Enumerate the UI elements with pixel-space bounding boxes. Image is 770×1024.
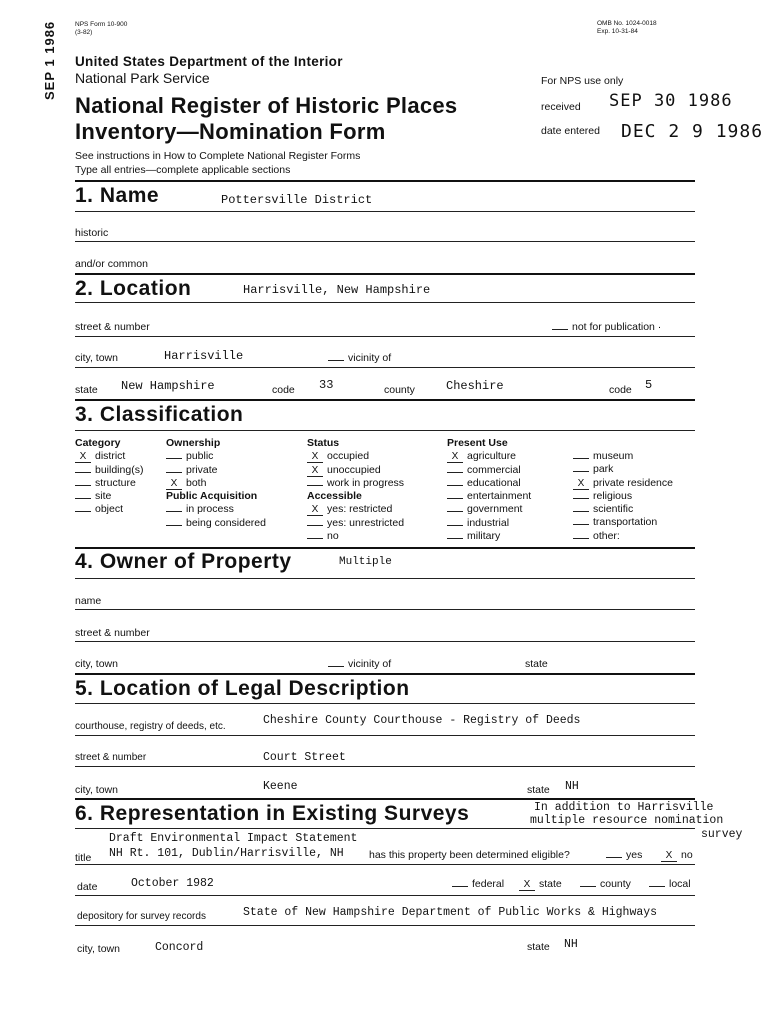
level-federal	[452, 878, 504, 890]
eligible-yes	[606, 849, 642, 861]
acquisition-list	[166, 503, 266, 530]
rule	[75, 703, 695, 704]
rule	[75, 641, 695, 642]
level-county	[580, 878, 631, 890]
owner-value: Multiple	[339, 556, 392, 568]
owner-street-label: street & number	[75, 627, 150, 639]
depository-state: NH	[564, 938, 578, 951]
checkbox[interactable]	[573, 450, 589, 459]
received-stamp: SEP 30 1986	[609, 91, 733, 111]
expiration: Exp. 10-31-84	[597, 28, 638, 35]
nps-use-label: For NPS use only	[541, 75, 624, 87]
survey-note-2: multiple resource nomination	[530, 814, 724, 827]
survey-date: October 1982	[131, 877, 214, 890]
side-date-stamp: SEP 1 1986	[42, 20, 57, 100]
legal-street-value: Court Street	[263, 751, 346, 764]
checkbox-row	[573, 450, 673, 463]
rule	[75, 609, 695, 610]
checkbox-row	[307, 530, 404, 543]
checkbox-checked[interactable]: X	[307, 453, 323, 463]
checkbox-checked[interactable]: X	[519, 881, 535, 891]
checkbox-row	[75, 450, 143, 463]
vicinity-label: vicinity of	[348, 352, 392, 364]
entered-stamp: DEC 2 9 1986	[621, 121, 764, 142]
rule	[75, 925, 695, 926]
checkbox-row	[166, 503, 266, 516]
federal-label: federal	[472, 878, 505, 890]
checkbox-row	[573, 490, 673, 503]
section-6-title: 6. Representation in Existing Surveys	[75, 802, 470, 825]
checkbox-row	[307, 503, 404, 516]
rule	[75, 673, 695, 675]
omb-number: OMB No. 1024-0018	[597, 20, 657, 27]
state-value: New Hampshire	[121, 379, 215, 393]
checkbox[interactable]	[552, 321, 568, 330]
checkbox-row	[166, 517, 266, 530]
checkbox-row	[166, 464, 266, 477]
checkbox-row	[75, 464, 143, 477]
checkbox-label: private residence	[593, 476, 673, 489]
checkbox[interactable]	[573, 463, 589, 472]
checkbox-row	[447, 477, 531, 490]
checkbox-label: in process	[186, 503, 234, 516]
checkbox-label: park	[593, 463, 614, 476]
checkbox-label: religious	[593, 489, 633, 502]
checkbox-label: transportation	[593, 516, 658, 529]
depository-value: State of New Hampshire Department of Public Works & Highways	[243, 906, 658, 919]
checkbox-row	[307, 517, 404, 530]
state-label: state	[75, 384, 98, 396]
checkbox-checked[interactable]: X	[166, 480, 182, 490]
checkbox-label: district	[95, 450, 126, 463]
street-label: street & number	[75, 321, 150, 333]
historic-label: historic	[75, 227, 109, 239]
checkbox-label: yes: restricted	[327, 503, 393, 516]
present-use-list-1	[447, 450, 531, 543]
status-list	[307, 450, 404, 490]
checkbox-checked[interactable]: X	[307, 506, 323, 516]
checkbox-row	[447, 450, 531, 463]
legal-state-label: state	[527, 784, 550, 796]
rule	[75, 828, 695, 829]
legal-city-label: city, town	[75, 784, 118, 796]
checkbox-row	[447, 464, 531, 477]
checkbox[interactable]	[328, 658, 344, 667]
no-label: no	[681, 849, 693, 861]
county-label: county	[384, 384, 415, 396]
ownership-list	[166, 450, 266, 490]
status-heading: Status	[307, 437, 340, 449]
checkbox[interactable]	[573, 490, 589, 499]
category-list	[75, 450, 143, 516]
checkbox-checked[interactable]: X	[447, 453, 463, 463]
rule	[75, 864, 695, 865]
ownership-heading: Ownership	[166, 437, 221, 449]
checkbox[interactable]	[447, 517, 463, 526]
vicinity	[328, 352, 391, 364]
property-name: Pottersville District	[221, 193, 373, 207]
accessible-heading: Accessible	[307, 490, 362, 503]
checkbox-label: government	[467, 503, 523, 516]
survey-title-2: NH Rt. 101, Dublin/Harrisville, NH	[109, 847, 344, 860]
survey-note-1: In addition to Harrisville	[534, 801, 714, 814]
legal-city-value: Keene	[263, 780, 298, 793]
section-4-title: 4. Owner of Property	[75, 550, 292, 573]
checkbox[interactable]	[307, 517, 323, 526]
checkbox-label: scientific	[593, 503, 634, 516]
entered-label: date entered	[541, 125, 600, 137]
county-code: 5	[645, 378, 653, 392]
survey-date-label: date	[77, 881, 98, 893]
checkbox[interactable]	[649, 878, 665, 887]
eligible-no	[661, 849, 693, 862]
depository-city-label: city, town	[77, 943, 120, 955]
checkbox-label: other:	[593, 529, 620, 542]
checkbox-row	[166, 450, 266, 463]
checkbox-row	[573, 530, 673, 543]
checkbox[interactable]	[573, 530, 589, 539]
checkbox-label: being considered	[186, 516, 266, 529]
checkbox-row	[75, 490, 143, 503]
rule	[75, 430, 695, 431]
checkbox[interactable]	[447, 477, 463, 486]
checkbox[interactable]	[580, 878, 596, 887]
checkbox-row	[307, 464, 404, 477]
present-use-column	[447, 437, 531, 543]
section-2-title: 2. Location	[75, 277, 192, 300]
rule	[75, 578, 695, 579]
state-code: 33	[319, 378, 334, 392]
checkbox-label: educational	[467, 476, 521, 489]
checkbox[interactable]	[447, 464, 463, 473]
checkbox-row	[573, 516, 673, 529]
checkbox-checked[interactable]: X	[573, 480, 589, 490]
local-level-label: local	[669, 878, 691, 890]
checkbox-label: yes: unrestricted	[327, 516, 405, 529]
form-title-1: National Register of Historic Places	[75, 93, 458, 118]
checkbox-label: occupied	[327, 450, 370, 463]
accessible-list	[307, 503, 404, 543]
ownership-column	[166, 437, 266, 530]
service: National Park Service	[75, 70, 210, 86]
depository-state-label: state	[527, 941, 550, 953]
section-5-title: 5. Location of Legal Description	[75, 677, 410, 700]
checkbox-row	[447, 517, 531, 530]
checkbox-row	[573, 477, 673, 490]
received-label: received	[541, 101, 581, 113]
checkbox-label: object	[95, 503, 124, 516]
checkbox-row	[447, 490, 531, 503]
rule	[75, 895, 695, 896]
code-label: code	[272, 384, 295, 396]
depository-label: depository for survey records	[77, 911, 206, 922]
owner-state-label: state	[525, 658, 548, 670]
rule	[75, 735, 695, 736]
checkbox-checked[interactable]: X	[75, 453, 91, 463]
courthouse-label: courthouse, registry of deeds, etc.	[75, 721, 226, 732]
rule	[75, 367, 695, 368]
survey-title-label: title	[75, 852, 92, 864]
checkbox[interactable]	[307, 477, 323, 486]
checkbox-label: industrial	[467, 516, 510, 529]
level-state	[519, 878, 562, 891]
checkbox[interactable]	[606, 849, 622, 858]
checkbox-checked[interactable]: X	[307, 467, 323, 477]
county-code-label: code	[609, 384, 632, 396]
depository-city: Concord	[155, 941, 204, 954]
checkbox[interactable]	[75, 503, 91, 512]
present-use-heading: Present Use	[447, 437, 508, 449]
checkbox-row	[447, 503, 531, 516]
owner-vicinity	[328, 658, 391, 670]
acquisition-heading: Public Acquisition	[166, 490, 258, 503]
checkbox[interactable]	[447, 490, 463, 499]
location-value: Harrisville, New Hampshire	[243, 283, 431, 297]
checkbox-row	[447, 530, 531, 543]
county-level-label: county	[600, 878, 631, 890]
department: United States Department of the Interior	[75, 54, 343, 69]
section-1-title: 1. Name	[75, 184, 160, 207]
checkbox-label: private	[186, 463, 218, 476]
city-label: city, town	[75, 352, 118, 364]
yes-label: yes	[626, 849, 643, 861]
checkbox[interactable]	[447, 530, 463, 539]
checkbox-row	[307, 450, 404, 463]
form-title-2: Inventory—Nomination Form	[75, 119, 386, 144]
common-name-label: and/or common	[75, 258, 148, 270]
checkbox[interactable]	[75, 490, 91, 499]
rule	[75, 180, 695, 182]
checkbox-row	[75, 503, 143, 516]
checkbox-label: no	[327, 530, 339, 543]
instructions-line-1: See instructions in How to Complete National Register Forms	[75, 150, 361, 162]
rule	[75, 399, 695, 401]
county-value: Cheshire	[446, 379, 504, 393]
checkbox-label: museum	[593, 450, 634, 462]
checkbox-checked[interactable]: X	[661, 852, 677, 862]
checkbox-row	[573, 503, 673, 516]
owner-vicinity-label: vicinity of	[348, 658, 392, 670]
not-for-publication: not for publication ·	[552, 321, 661, 333]
state-level-label: state	[539, 878, 562, 890]
checkbox-label: both	[186, 476, 207, 489]
legal-street-label: street & number	[75, 752, 147, 763]
survey-title-1: Draft Environmental Impact Statement	[109, 832, 358, 845]
rule	[75, 547, 695, 549]
checkbox-row	[573, 463, 673, 476]
form-date: (3-82)	[75, 29, 93, 36]
level-local	[649, 878, 691, 890]
checkbox-label: military	[467, 530, 501, 543]
city-value: Harrisville	[164, 349, 244, 363]
checkbox[interactable]	[166, 450, 182, 459]
category-heading: Category	[75, 437, 121, 449]
checkbox-row	[166, 477, 266, 490]
checkbox[interactable]	[452, 878, 468, 887]
rule	[75, 273, 695, 275]
owner-city-label: city, town	[75, 658, 118, 670]
checkbox[interactable]	[166, 464, 182, 473]
checkbox[interactable]	[328, 352, 344, 361]
status-column	[307, 437, 404, 543]
checkbox[interactable]	[75, 464, 91, 473]
checkbox-label: entertainment	[467, 490, 532, 503]
checkbox[interactable]	[307, 530, 323, 539]
rule	[75, 798, 695, 800]
legal-state-value: NH	[565, 780, 579, 793]
survey-note-3: survey	[701, 828, 743, 841]
category-column	[75, 437, 143, 517]
checkbox-label: site	[95, 490, 112, 503]
checkbox-row	[75, 477, 143, 490]
owner-name-label: name	[75, 595, 102, 607]
checkbox-label: work in progress	[327, 476, 405, 489]
checkbox[interactable]	[166, 503, 182, 512]
courthouse-value: Cheshire County Courthouse - Registry of Deeds	[263, 714, 581, 727]
checkbox[interactable]	[75, 477, 91, 486]
eligible-question: has this property been determined eligible?	[369, 849, 570, 861]
present-use-column-2	[573, 450, 673, 543]
checkbox-label: agriculture	[467, 450, 517, 463]
present-use-list-2	[573, 450, 673, 543]
checkbox-label: structure	[95, 476, 136, 489]
checkbox-row	[307, 477, 404, 490]
checkbox[interactable]	[573, 516, 589, 525]
rule	[75, 211, 695, 212]
form-id: NPS Form 10-900	[75, 21, 128, 28]
checkbox-label: commercial	[467, 463, 521, 476]
rule	[75, 302, 695, 303]
checkbox-label: public	[186, 450, 214, 463]
not-for-publication-label: not for publication	[572, 321, 655, 333]
rule	[75, 336, 695, 337]
checkbox-label: unoccupied	[327, 463, 381, 476]
checkbox[interactable]	[166, 517, 182, 526]
rule	[75, 766, 695, 767]
instructions-line-2: Type all entries—complete applicable sections	[75, 164, 291, 176]
section-3-title: 3. Classification	[75, 403, 244, 426]
rule	[75, 241, 695, 242]
checkbox-label: building(s)	[95, 463, 144, 476]
checkbox[interactable]	[447, 503, 463, 512]
checkbox[interactable]	[573, 503, 589, 512]
